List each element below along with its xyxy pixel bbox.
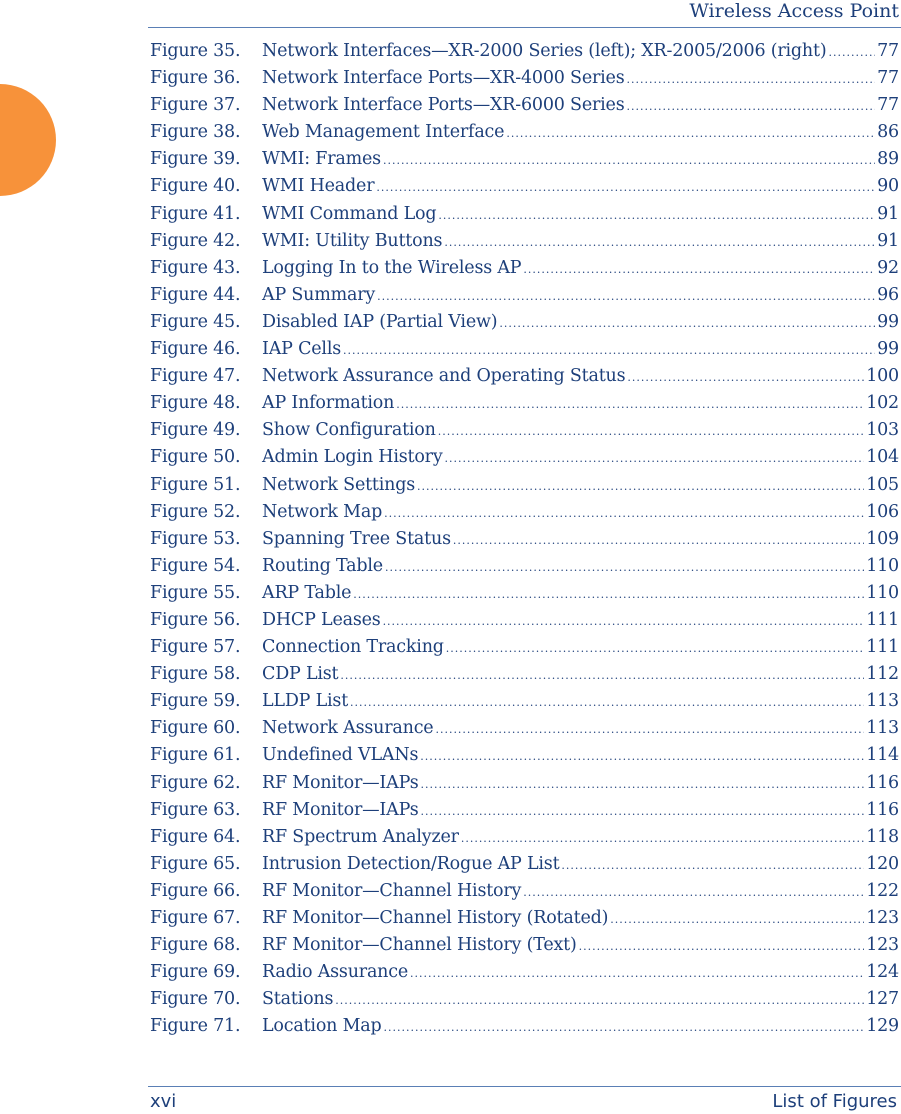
figure-number: Figure 39. <box>150 149 241 170</box>
page-number: 110 <box>866 582 899 603</box>
dot-leader <box>523 263 875 276</box>
toc-entry[interactable] <box>150 231 899 258</box>
figure-number: Figure 59. <box>150 691 241 712</box>
figure-title: AP Information <box>262 393 395 414</box>
toc-entry[interactable] <box>150 122 899 149</box>
page-number: 99 <box>877 339 899 360</box>
dot-leader <box>417 480 864 493</box>
toc-entry[interactable] <box>150 800 899 827</box>
figure-title: Spanning Tree Status <box>262 528 451 549</box>
toc-entry[interactable] <box>150 610 899 637</box>
toc-entry[interactable] <box>150 312 899 339</box>
figure-number: Figure 50. <box>150 447 241 468</box>
dot-leader <box>377 290 875 303</box>
toc-entry[interactable] <box>150 881 899 908</box>
toc-entry[interactable] <box>150 41 899 68</box>
page-number: 77 <box>877 68 899 89</box>
page-number: 105 <box>866 474 899 495</box>
figure-number: Figure 48. <box>150 393 241 414</box>
toc-entry[interactable] <box>150 475 899 502</box>
toc-entry[interactable] <box>150 258 899 285</box>
figure-title: Network Interfaces—XR-2000 Series (left); XR-2005/2006 (right) <box>262 41 827 61</box>
figure-number: Figure 47. <box>150 366 241 387</box>
page-number: 100 <box>866 366 899 387</box>
page-number: 110 <box>866 555 899 576</box>
figure-title: IAP Cells <box>262 339 342 360</box>
page-number: 103 <box>866 420 899 441</box>
dot-leader <box>376 181 875 194</box>
toc-entry[interactable] <box>150 664 899 691</box>
figure-title: ARP Table <box>262 582 352 603</box>
page-number: 124 <box>866 962 899 983</box>
figure-title: Undefined VLANs <box>262 745 419 766</box>
toc-entry[interactable] <box>150 745 899 772</box>
toc-entry[interactable] <box>150 68 899 95</box>
figure-title: Stations <box>262 989 334 1010</box>
toc-entry[interactable] <box>150 502 899 529</box>
figure-number: Figure 57. <box>150 637 241 658</box>
toc-entry[interactable] <box>150 149 899 176</box>
figure-number: Figure 35. <box>150 41 241 61</box>
dot-leader <box>610 913 864 926</box>
dot-leader <box>579 940 865 953</box>
figure-title: RF Monitor—Channel History (Text) <box>262 935 577 956</box>
figure-title: Location Map <box>262 1016 382 1037</box>
figure-number: Figure 56. <box>150 609 241 630</box>
figure-title: Intrusion Detection/Rogue AP List <box>262 853 560 874</box>
page-number: 123 <box>866 935 899 956</box>
page-number: 104 <box>866 447 899 468</box>
dot-leader <box>627 371 864 384</box>
figure-number: Figure 58. <box>150 664 241 685</box>
dot-leader <box>445 452 865 465</box>
dot-leader <box>453 534 864 547</box>
page-number: 89 <box>877 149 899 170</box>
figure-number: Figure 66. <box>150 880 241 901</box>
toc-entry[interactable] <box>150 691 899 718</box>
figure-number: Figure 38. <box>150 122 241 143</box>
figure-title: Network Interface Ports—XR-6000 Series <box>262 95 625 116</box>
page-number: 77 <box>877 41 899 61</box>
toc-entry[interactable] <box>150 529 899 556</box>
toc-entry[interactable] <box>150 556 899 583</box>
figure-title: RF Spectrum Analyzer <box>262 826 459 847</box>
page-number: 109 <box>866 528 899 549</box>
figure-title: Show Configuration <box>262 420 436 441</box>
figure-number: Figure 41. <box>150 203 241 224</box>
figure-title: WMI: Frames <box>262 149 381 170</box>
dot-leader <box>420 778 864 791</box>
figure-title: AP Summary <box>262 284 376 305</box>
figure-number: Figure 36. <box>150 68 241 89</box>
page-number: 111 <box>866 637 899 658</box>
figure-title: WMI Header <box>262 176 375 197</box>
toc-entry[interactable] <box>150 773 899 800</box>
dot-leader <box>461 832 864 845</box>
toc-entry[interactable] <box>150 908 899 935</box>
page-number: 127 <box>866 989 899 1010</box>
toc-entry[interactable] <box>150 935 899 962</box>
figure-number: Figure 53. <box>150 528 241 549</box>
page-number: 92 <box>877 257 899 278</box>
figure-title: WMI Command Log <box>262 203 437 224</box>
dot-leader <box>627 73 876 86</box>
dot-leader <box>438 425 864 438</box>
dot-leader <box>383 615 865 628</box>
footer-rule <box>148 1086 901 1087</box>
page-number: 102 <box>866 393 899 414</box>
toc-entry[interactable] <box>150 420 899 447</box>
figure-number: Figure 51. <box>150 474 241 495</box>
figure-title: Network Settings <box>262 474 416 495</box>
toc-entry[interactable] <box>150 962 899 989</box>
figure-number: Figure 44. <box>150 284 241 305</box>
figure-title: RF Monitor—Channel History <box>262 880 522 901</box>
toc-entry[interactable] <box>150 204 899 231</box>
figure-title: Network Assurance <box>262 718 434 739</box>
page-number: 122 <box>866 880 899 901</box>
dot-leader <box>350 696 864 709</box>
dot-leader <box>384 1021 865 1034</box>
dot-leader <box>506 127 875 140</box>
figure-title: RF Monitor—IAPs <box>262 799 419 820</box>
footer-page-number: xvi <box>150 1091 177 1112</box>
page-number: 114 <box>866 745 899 766</box>
dot-leader <box>420 750 864 763</box>
page-number: 77 <box>877 95 899 116</box>
dot-leader <box>561 859 864 872</box>
page-number: 90 <box>877 176 899 197</box>
figure-title: Admin Login History <box>262 447 443 468</box>
dot-leader <box>384 507 864 520</box>
header-rule <box>148 27 901 28</box>
dot-leader <box>396 398 864 411</box>
toc-entry[interactable] <box>150 339 899 366</box>
figure-number: Figure 63. <box>150 799 241 820</box>
toc-entry[interactable] <box>150 95 899 122</box>
toc-entry[interactable] <box>150 637 899 664</box>
footer-section-title: List of Figures <box>772 1091 897 1112</box>
figure-title: DHCP Leases <box>262 609 381 630</box>
figure-number: Figure 60. <box>150 718 241 739</box>
list-of-figures <box>150 41 899 1043</box>
dot-leader <box>444 236 875 249</box>
page-number: 123 <box>866 908 899 928</box>
chapter-tab-marker <box>0 84 56 196</box>
running-header-title: Wireless Access Point <box>689 0 899 22</box>
figure-title: WMI: Utility Buttons <box>262 230 443 251</box>
toc-entry[interactable] <box>150 366 899 393</box>
toc-entry[interactable] <box>150 583 899 610</box>
dot-leader <box>446 642 864 655</box>
figure-title: Routing Table <box>262 555 383 576</box>
figure-title: Disabled IAP (Partial View) <box>262 311 498 332</box>
figure-title: RF Monitor—IAPs <box>262 772 419 793</box>
dot-leader <box>383 154 875 167</box>
dot-leader <box>410 967 864 980</box>
figure-number: Figure 71. <box>150 1016 241 1037</box>
figure-number: Figure 64. <box>150 826 241 847</box>
page-number: 91 <box>877 203 899 224</box>
toc-entry[interactable] <box>150 285 899 312</box>
figure-number: Figure 65. <box>150 853 241 874</box>
figure-number: Figure 40. <box>150 176 241 197</box>
page-number: 91 <box>877 230 899 251</box>
figure-title: Radio Assurance <box>262 962 409 983</box>
figure-number: Figure 43. <box>150 257 241 278</box>
toc-entry[interactable] <box>150 1016 899 1043</box>
figure-number: Figure 52. <box>150 501 241 522</box>
dot-leader <box>828 46 875 59</box>
toc-entry[interactable] <box>150 718 899 745</box>
figure-number: Figure 37. <box>150 95 241 116</box>
page-number: 99 <box>877 311 899 332</box>
page-number: 116 <box>866 799 899 820</box>
dot-leader <box>523 886 864 899</box>
toc-entry[interactable] <box>150 393 899 420</box>
figure-number: Figure 67. <box>150 908 241 928</box>
page-number: 86 <box>877 122 899 143</box>
figure-title: CDP List <box>262 664 339 685</box>
toc-entry[interactable] <box>150 176 899 203</box>
figure-title: Logging In to the Wireless AP <box>262 257 522 278</box>
figure-number: Figure 42. <box>150 230 241 251</box>
figure-number: Figure 54. <box>150 555 241 576</box>
page-number: 118 <box>866 826 899 847</box>
figure-title: Web Management Interface <box>262 122 505 143</box>
figure-title: RF Monitor—Channel History (Rotated) <box>262 908 609 928</box>
dot-leader <box>499 317 875 330</box>
figure-number: Figure 69. <box>150 962 241 983</box>
toc-entry[interactable] <box>150 827 899 854</box>
dot-leader <box>420 805 864 818</box>
figure-number: Figure 46. <box>150 339 241 360</box>
page-number: 113 <box>866 718 899 739</box>
figure-number: Figure 55. <box>150 582 241 603</box>
dot-leader <box>353 588 864 601</box>
figure-title: LLDP List <box>262 691 349 712</box>
page-number: 129 <box>866 1016 899 1037</box>
page-number: 113 <box>866 691 899 712</box>
dot-leader <box>343 344 875 357</box>
figure-number: Figure 68. <box>150 935 241 956</box>
dot-leader <box>435 723 864 736</box>
page-number: 96 <box>877 284 899 305</box>
figure-number: Figure 62. <box>150 772 241 793</box>
toc-entry[interactable] <box>150 989 899 1016</box>
dot-leader <box>627 100 876 113</box>
page-number: 111 <box>866 609 899 630</box>
dot-leader <box>438 209 875 222</box>
page-number: 120 <box>866 853 899 874</box>
page-number: 106 <box>866 501 899 522</box>
figure-number: Figure 49. <box>150 420 241 441</box>
figure-title: Connection Tracking <box>262 637 444 658</box>
figure-number: Figure 61. <box>150 745 241 766</box>
page-number: 112 <box>866 664 899 685</box>
toc-entry[interactable] <box>150 447 899 474</box>
dot-leader <box>335 994 864 1007</box>
figure-title: Network Interface Ports—XR-4000 Series <box>262 68 625 89</box>
dot-leader <box>385 561 864 574</box>
figure-number: Figure 45. <box>150 311 241 332</box>
figure-title: Network Map <box>262 501 383 522</box>
toc-entry[interactable] <box>150 854 899 881</box>
figure-title: Network Assurance and Operating Status <box>262 366 626 387</box>
page-number: 116 <box>866 772 899 793</box>
dot-leader <box>340 669 864 682</box>
figure-number: Figure 70. <box>150 989 241 1010</box>
